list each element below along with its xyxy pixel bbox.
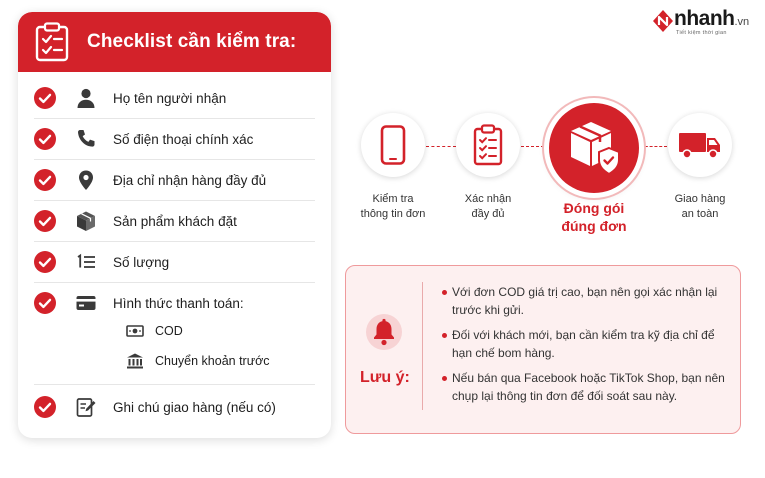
package-icon bbox=[75, 210, 97, 232]
checklist-item-label: Địa chỉ nhận hàng đầy đủ bbox=[113, 173, 267, 188]
check-circle-icon bbox=[34, 251, 56, 273]
logo-name: nhanh bbox=[674, 7, 735, 30]
checklist-item-product bbox=[18, 201, 331, 242]
bullet-dot bbox=[442, 333, 447, 338]
checklist-item-label: Sản phẩm khách đặt bbox=[113, 214, 237, 229]
step-delivery bbox=[668, 113, 732, 177]
payment-option-transfer: Chuyển khoản trước bbox=[155, 354, 270, 368]
clipboard-checklist-icon bbox=[34, 22, 70, 62]
step-label bbox=[655, 192, 745, 222]
check-circle-icon bbox=[34, 210, 56, 232]
bullet-dot bbox=[442, 290, 447, 295]
checklist-item-phone bbox=[18, 119, 331, 160]
clipboard-checklist-icon bbox=[472, 124, 504, 166]
nhanh-logo[interactable] bbox=[652, 6, 758, 42]
location-pin-icon bbox=[75, 169, 97, 191]
checklist-title: Checklist cần kiểm tra: bbox=[87, 31, 297, 52]
step-label-line: an toàn bbox=[681, 208, 719, 220]
box-shield-icon bbox=[567, 118, 625, 178]
step-check-info bbox=[361, 113, 425, 177]
step-label-line: Đóng gói bbox=[563, 200, 625, 216]
logo-domain: .vn bbox=[734, 16, 750, 28]
check-circle-icon bbox=[34, 292, 56, 314]
step-label-line: Giao hàng bbox=[674, 193, 726, 205]
logo-tagline: Tiết kiệm thời gian bbox=[676, 30, 727, 36]
checklist-item-delivery-note bbox=[18, 386, 331, 427]
step-confirm bbox=[456, 113, 520, 177]
checklist-item-label: Hình thức thanh toán: bbox=[113, 296, 244, 311]
bank-icon bbox=[126, 353, 144, 369]
delivery-truck-icon bbox=[678, 130, 722, 160]
checklist-header bbox=[18, 12, 331, 72]
step-label bbox=[443, 192, 533, 222]
bell-icon bbox=[366, 314, 402, 350]
step-label-highlight bbox=[544, 199, 644, 235]
check-circle-icon bbox=[34, 169, 56, 191]
row-divider bbox=[34, 384, 315, 385]
phone-icon bbox=[75, 128, 97, 150]
checklist-item-recipient-name bbox=[18, 78, 331, 119]
step-label-line: Xác nhận bbox=[464, 193, 512, 205]
nhanh-logo-mark-icon bbox=[652, 9, 674, 33]
note-bullet: Đối với khách mới, bạn cần kiểm tra kỹ địa chỉ để hạn chế bom hàng. bbox=[452, 328, 715, 360]
note-bullet: Với đơn COD giá trị cao, bạn nên gọi xác nhận lại trước khi gửi. bbox=[452, 285, 718, 317]
checklist-item-address bbox=[18, 160, 331, 201]
note-label: Lưu ý: bbox=[360, 369, 410, 386]
process-connector bbox=[521, 146, 549, 147]
check-circle-icon bbox=[34, 396, 56, 418]
credit-card-icon bbox=[75, 292, 97, 314]
check-circle-icon bbox=[34, 128, 56, 150]
check-circle-icon bbox=[34, 87, 56, 109]
payment-option-cod: COD bbox=[155, 324, 183, 338]
process-connector bbox=[426, 146, 456, 147]
note-divider bbox=[422, 282, 423, 410]
person-icon bbox=[75, 87, 97, 109]
checklist-item-quantity bbox=[18, 242, 331, 283]
checklist-item-label: Ghi chú giao hàng (nếu có) bbox=[113, 400, 276, 415]
step-packing bbox=[549, 103, 639, 193]
note-edit-icon bbox=[75, 396, 97, 418]
checklist-item-payment bbox=[18, 283, 331, 385]
cash-icon bbox=[126, 323, 144, 339]
step-label-line: Kiểm tra bbox=[372, 193, 414, 205]
numbered-list-icon bbox=[75, 251, 97, 273]
note-box bbox=[345, 265, 741, 434]
step-label-line: đầy đủ bbox=[471, 208, 505, 220]
bullet-dot bbox=[442, 376, 447, 381]
note-bullet: Nếu bán qua Facebook hoặc TikTok Shop, bạn nên chụp lại thông tin đơn để đối soát sau này. bbox=[452, 371, 725, 403]
logo-wordmark bbox=[674, 7, 749, 31]
checklist-card bbox=[18, 12, 331, 438]
checklist-item-label: Họ tên người nhận bbox=[113, 91, 227, 106]
step-label-line: đúng đơn bbox=[561, 218, 627, 234]
step-label bbox=[348, 192, 438, 222]
step-label-line: thông tin đơn bbox=[360, 208, 426, 220]
process-connector bbox=[640, 146, 667, 147]
checklist-item-label: Số lượng bbox=[113, 255, 170, 270]
checklist-item-label: Số điện thoại chính xác bbox=[113, 132, 254, 147]
smartphone-icon bbox=[379, 125, 407, 165]
